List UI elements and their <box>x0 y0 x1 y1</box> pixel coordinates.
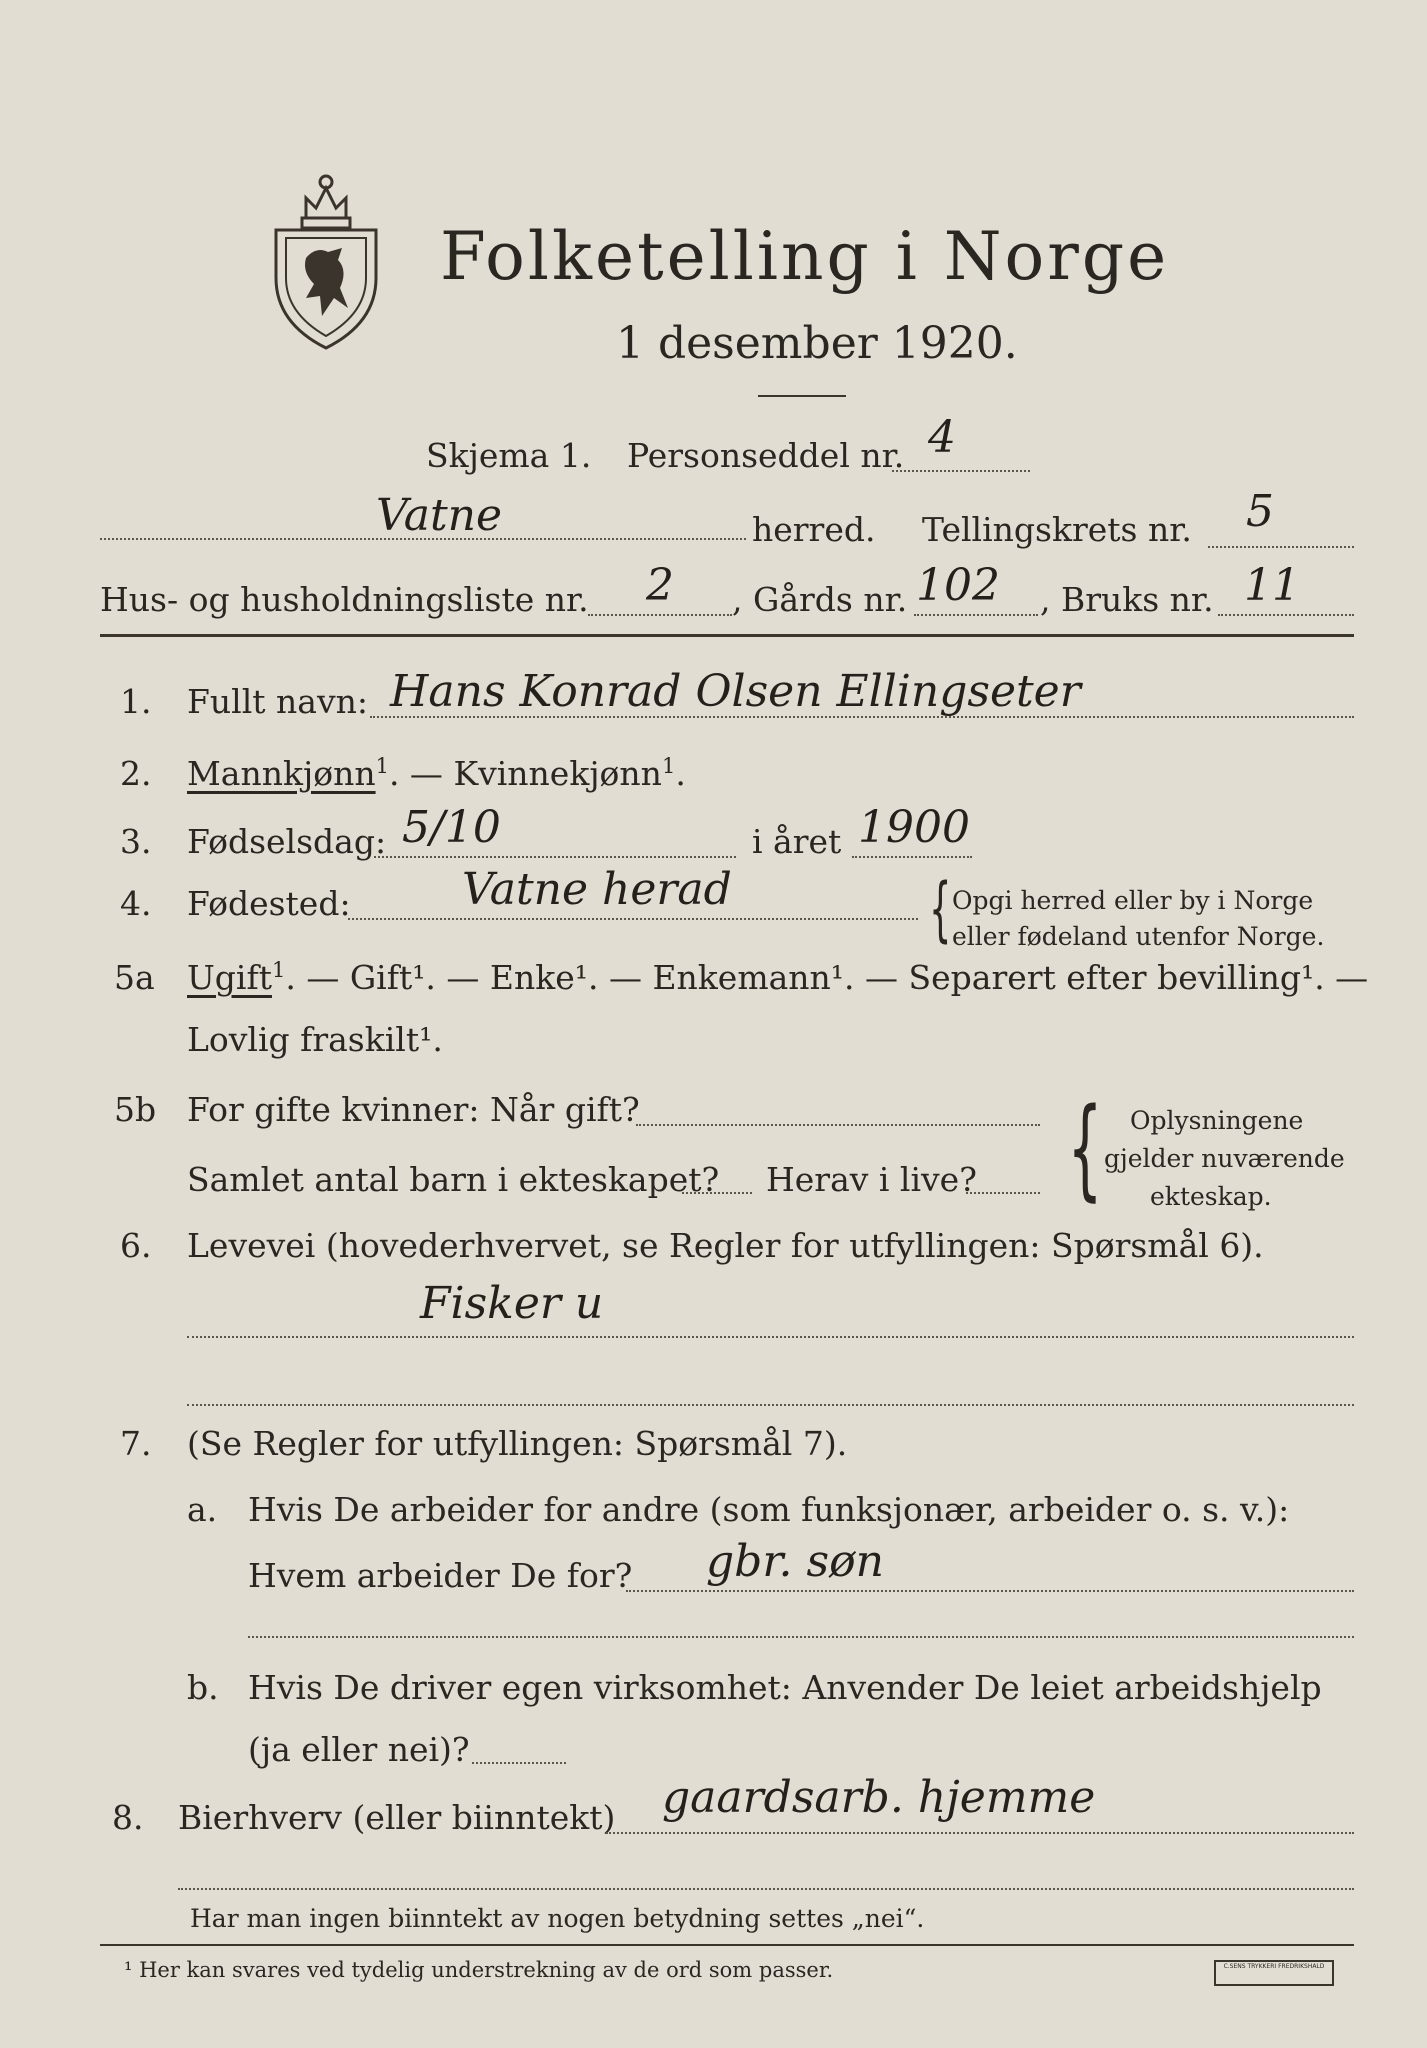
q5b-brace: { <box>1067 1084 1103 1212</box>
herred-value[interactable]: Vatne <box>376 490 503 541</box>
q4-dotline <box>348 918 918 920</box>
full-name-value[interactable]: Hans Konrad Olsen Ellingseter <box>390 666 1081 717</box>
bruks-label: , Bruks nr. <box>1040 580 1214 619</box>
q4-note-2: eller fødeland utenfor Norge. <box>952 922 1325 951</box>
q3-year-dotline <box>852 856 972 858</box>
q5a-options: Ugift$^1$. — Gift¹. — Enke¹. — Enkemann¹. — Separert efter bevilling¹. — <box>187 958 1369 997</box>
printer-stamp: C.SENS TRYKKERI FREDRIKSHALD <box>1214 1960 1334 1986</box>
employer-value[interactable]: gbr. søn <box>706 1536 884 1587</box>
gards-label: , Gårds nr. <box>732 580 908 619</box>
q7b-letter: b. <box>187 1668 219 1707</box>
occupation-value[interactable]: Fisker u <box>420 1278 604 1329</box>
q5b-line1: For gifte kvinner: Når gift? <box>187 1090 640 1129</box>
q2-separator: . — <box>388 754 454 793</box>
option-ugift[interactable]: Ugift <box>187 958 272 997</box>
q5b-note-3: ekteskap. <box>1150 1182 1272 1211</box>
personseddel-label: Personseddel nr. <box>627 436 905 475</box>
schema-label: Skjema 1. <box>426 436 592 475</box>
header-rule <box>100 634 1354 637</box>
q7a-dotline-1 <box>626 1590 1354 1592</box>
q5b-alive-dotline <box>966 1192 1040 1194</box>
q7b-dotline <box>472 1762 566 1764</box>
q2-options: Mannkjønn$^1$. — Kvinnekjønn$^1$. <box>187 754 686 793</box>
q5b-children-label: Samlet antal barn i ekteskapet? <box>187 1160 720 1199</box>
herred-label: herred. <box>752 510 876 549</box>
hus-dotline <box>588 614 732 616</box>
q7a-dotline-2 <box>248 1636 1354 1638</box>
footer-note: Har man ingen biinntekt av nogen betydning settes „nei“. <box>190 1904 925 1933</box>
q8-number: 8. <box>112 1798 144 1837</box>
q4-note-1: Opgi herred eller by i Norge <box>952 886 1314 915</box>
hus-label: Hus- og husholdningsliste nr. <box>100 580 589 619</box>
page-title: Folketelling i Norge <box>440 218 1170 295</box>
q1-number: 1. <box>120 682 152 721</box>
q7-number: 7. <box>120 1424 152 1463</box>
side-income-value[interactable]: gaardsarb. hjemme <box>662 1772 1096 1823</box>
birthdate-value[interactable]: 5/10 <box>402 802 501 853</box>
q5b-note-2: gjelder nuværende <box>1104 1144 1345 1173</box>
birthplace-value[interactable]: Vatne herad <box>462 864 732 915</box>
bruks-dotline <box>1218 614 1354 616</box>
q3-year-label: i året <box>752 822 842 861</box>
q6-dotline-2 <box>187 1404 1354 1406</box>
q7b-question: (ja eller nei)? <box>248 1730 470 1769</box>
q3-dotline <box>374 856 736 858</box>
q6-label: Levevei (hovederhvervet, se Regler for utfyllingen: Spørsmål 6). <box>187 1226 1264 1265</box>
census-date: 1 desember 1920. <box>616 318 1018 369</box>
q2-number: 2. <box>120 754 152 793</box>
q8-dotline-2 <box>178 1888 1354 1890</box>
q3-label: Fødselsdag: <box>187 822 387 861</box>
q6-number: 6. <box>120 1226 152 1265</box>
q4-label: Fødested: <box>187 884 351 923</box>
q6-dotline-1 <box>187 1336 1354 1338</box>
personseddel-value[interactable]: 4 <box>928 412 956 463</box>
q3-number: 3. <box>120 822 152 861</box>
gards-dotline <box>914 614 1038 616</box>
personseddel-dotline <box>892 470 1030 472</box>
tellingskrets-value[interactable]: 5 <box>1246 486 1274 537</box>
q5b-children-dotline <box>682 1192 752 1194</box>
q5b-alive-label: Herav i live? <box>766 1160 977 1199</box>
q5a-line2: Lovlig fraskilt¹. <box>187 1020 443 1059</box>
q5b-number: 5b <box>114 1090 157 1129</box>
option-mannkjonn[interactable]: Mannkjønn <box>187 754 376 793</box>
norway-coat-of-arms-icon <box>262 148 390 353</box>
footnote: ¹ Her kan svares ved tydelig understrekning av de ord som passer. <box>124 1958 834 1982</box>
q7b-text: Hvis De driver egen virksomhet: Anvender De leiet arbeidshjelp <box>248 1668 1322 1707</box>
footer-rule <box>100 1944 1354 1946</box>
q4-number: 4. <box>120 884 152 923</box>
q5b-note-1: Oplysningene <box>1130 1106 1304 1135</box>
q7a-letter: a. <box>187 1490 218 1529</box>
bruks-value[interactable]: 11 <box>1244 560 1300 611</box>
birthyear-value[interactable]: 1900 <box>858 802 970 853</box>
q5a-number: 5a <box>114 958 155 997</box>
q4-brace: { <box>929 868 952 950</box>
q7a-question: Hvem arbeider De for? <box>248 1556 633 1595</box>
q1-label: Fullt navn: <box>187 682 368 721</box>
tellingskrets-dotline <box>1208 546 1354 548</box>
title-divider <box>758 395 846 397</box>
hus-value[interactable]: 2 <box>646 560 674 611</box>
q8-dotline-1 <box>606 1832 1354 1834</box>
tellingskrets-label: Tellingskrets nr. <box>922 510 1192 549</box>
q7-label: (Se Regler for utfyllingen: Spørsmål 7). <box>187 1424 848 1463</box>
gards-value[interactable]: 102 <box>916 560 1000 611</box>
q5a-rest: . — Gift¹. — Enke¹. — Enkemann¹. — Separert efter bevilling¹. — <box>285 958 1369 997</box>
q2-end: . <box>675 754 686 793</box>
q5b-married-dotline <box>636 1124 1040 1126</box>
q7a-text: Hvis De arbeider for andre (som funksjonær, arbeider o. s. v.): <box>248 1490 1290 1529</box>
option-kvinnekjonn[interactable]: Kvinnekjønn <box>453 754 662 793</box>
q8-label: Bierhverv (eller biinntekt) <box>178 1798 616 1837</box>
